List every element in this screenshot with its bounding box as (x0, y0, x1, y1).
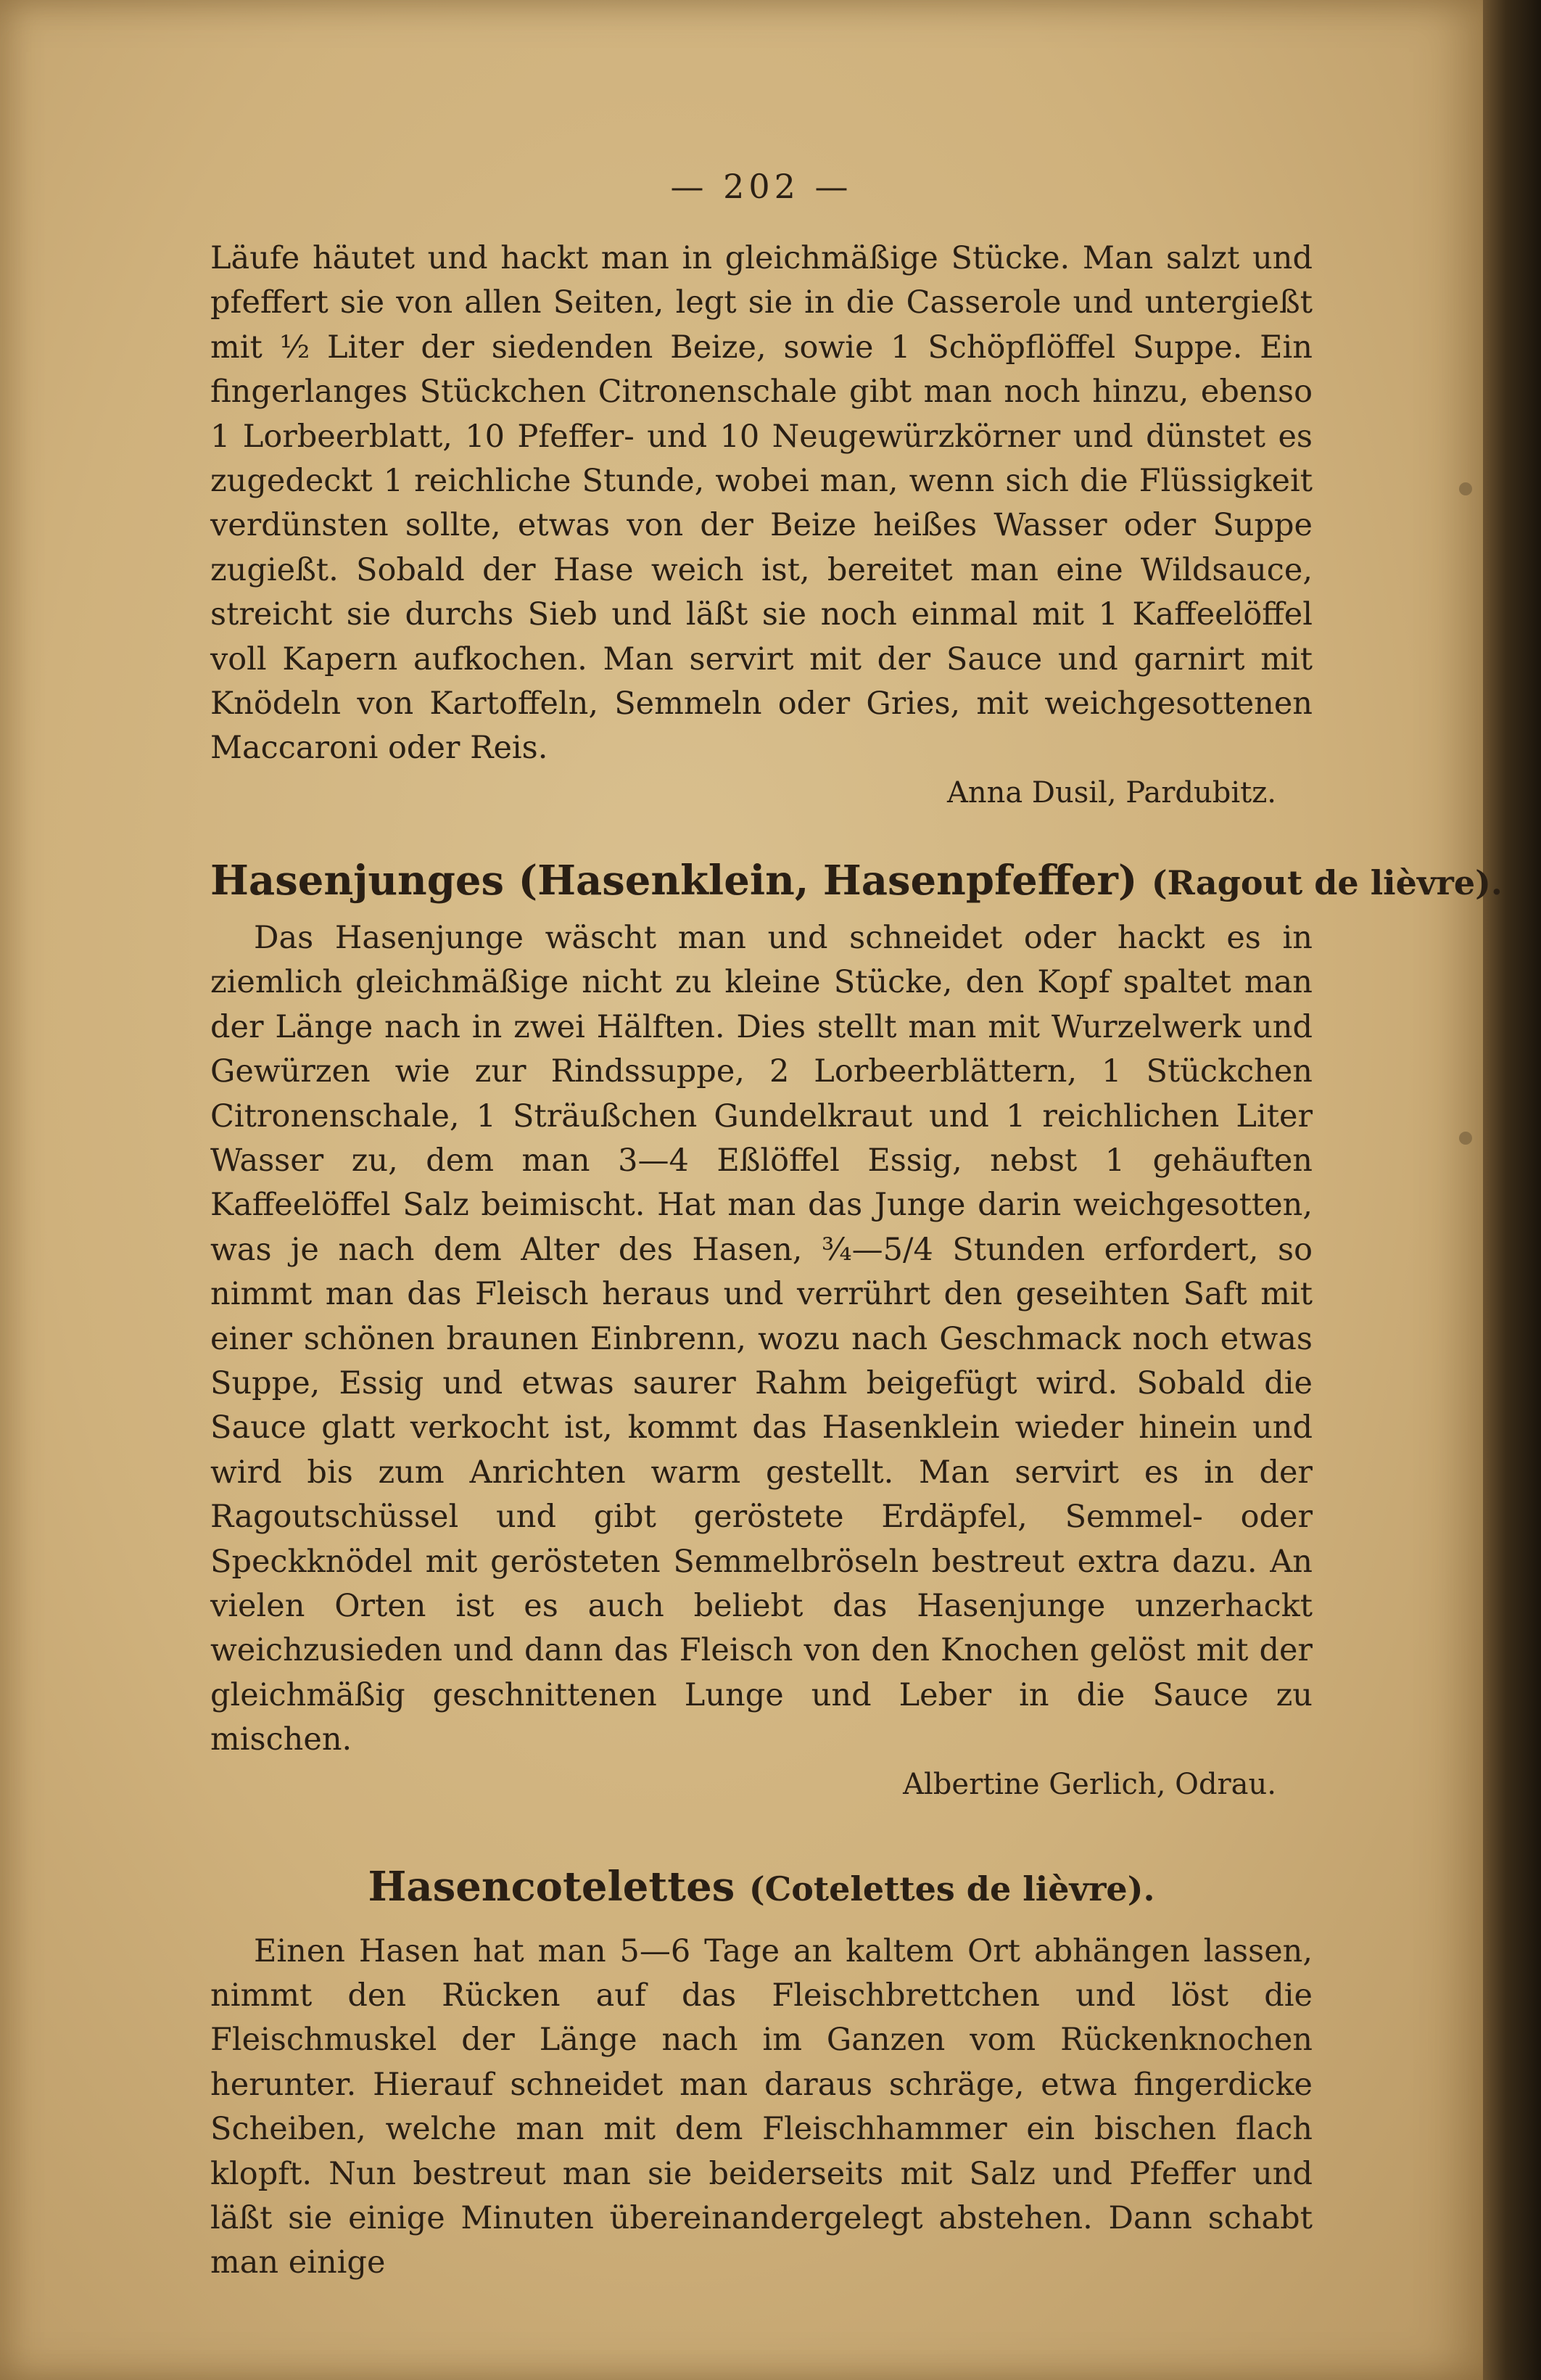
section2-heading (210, 1858, 1313, 1918)
intro-author: Anna Dusil, Pardubitz. (946, 775, 1276, 810)
section2-title: Hasencotelettes (368, 1862, 735, 1911)
section1-subtitle: (Ragout de lièvre). (1151, 862, 1503, 902)
section1-paragraph: Das Hasenjunge wäscht man und schneidet oder hackt es in ziemlich gleichmäßige nicht zu kleine Stücke, den Kopf spaltet man der Länge nach in zwei Hälften. Dies stellt man mit Wurzelwerk und Gewürzen wie zur Rindssuppe, 2 Lorbeerblättern, 1 Stückchen Citronenschale, 1 Sträußchen Gundelkraut und 1 reichlichen Liter Wasser zu, dem man 3—4 Eßlöffel Essig, nebst 1 gehäuften Kaffeelöffel Salz beimischt. Hat man das Junge darin weichgesotten, was je nach dem Alter des Hasen, ¾—5/4 Stunden erfordert, so nimmt man das Fleisch heraus und verrührt den geseihten Saft mit einer schönen braunen Einbrenn, wozu nach Geschmack noch etwas Suppe, Essig und etwas saurer Rahm beigefügt wird. Sobald die Sauce glatt verkocht ist, kommt das Hasenklein wieder hinein und wird bis zum Anrichten warm gestellt. Man servirt es in der Ragoutschüssel und gibt geröstete Erdäpfel, Semmel- oder Speckknödel mit gerösteten Semmelbröseln bestreut extra dazu. An vielen Orten ist es auch beliebt das Hasenjunge unzerhackt weichzusieden und dann das Fleisch von den Knochen gelöst mit der gleichmäßig geschnittenen Lunge und Leber in die Sauce zu mischen. (210, 919, 1313, 1758)
book-spine (1483, 0, 1541, 2380)
section2-paragraph: Einen Hasen hat man 5—6 Tage an kaltem Ort abhängen lassen, nimmt den Rücken auf das Fleischbrettchen und löst die Fleischmuskel der Länge nach im Ganzen vom Rückenknochen herunter. Hierauf schneidet man daraus schräge, etwa fingerdicke Scheiben, welche man mit dem Fleischhammer ein bischen flach klopft. Nun bestreut man sie beiderseits mit Salz und Pfeffer und läßt sie einige Minuten übereinandergelegt abstehen. Dann schabt man einige (210, 1932, 1313, 2281)
section2-subtitle: (Cotelettes de lièvre). (748, 1869, 1155, 1908)
section1-title: Hasenjunges (Hasenklein, Hasenpfeffer) (210, 856, 1138, 905)
page-number: — 202 — (670, 167, 853, 206)
page-margin-mark (1459, 482, 1472, 495)
page-margin-mark (1459, 1132, 1472, 1145)
section1-heading (210, 852, 1503, 912)
intro-paragraph: Läufe häutet und hackt man in gleichmäßige Stücke. Man salzt und pfeffert sie von allen Seiten, legt sie in die Casserole und untergießt mit ½ Liter der siedenden Beize, sowie 1 Schöpflöffel Suppe. Ein fingerlanges Stückchen Citronenschale gibt man noch hinzu, ebenso 1 Lorbeerblatt, 10 Pfeffer- und 10 Neugewürzkörner und dünstet es zugedeckt 1 reichliche Stunde, wobei man, wenn sich die Flüssigkeit verdünsten sollte, etwas von der Beize heißes Wasser oder Suppe zugießt. Sobald der Hase weich ist, bereitet man eine Wildsauce, streicht sie durchs Sieb und läßt sie noch einmal mit 1 Kaffeelöffel voll Kapern aufkochen. Man servirt mit der Sauce und garnirt mit Knödeln von Kartoffeln, Semmeln oder Gries, mit weichgesottenen Maccaroni oder Reis. (210, 240, 1313, 767)
page-text (210, 167, 1503, 2286)
section1-author: Albertine Gerlich, Odrau. (903, 1767, 1276, 1801)
